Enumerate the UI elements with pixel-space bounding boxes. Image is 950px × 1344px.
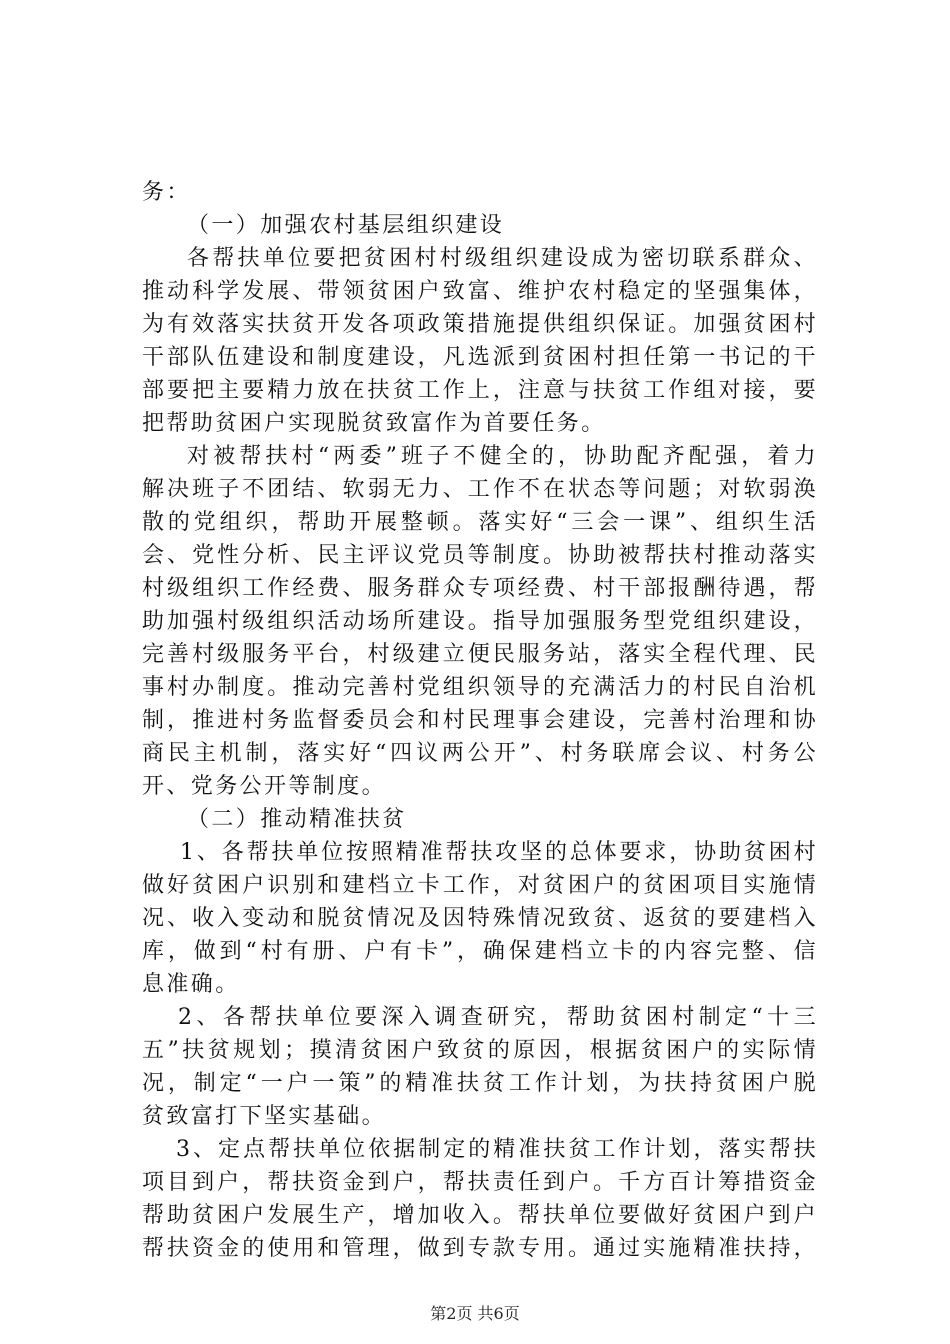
text-line: 干部队伍建设和制度建设，凡选派到贫困村担任第一书记的干: [142, 345, 818, 370]
text-line: 完善村级服务平台，村级建立便民服务站，落实全程代理、民: [142, 642, 818, 667]
document-body: [142, 176, 818, 1265]
text-line: 贫致富打下坚实基础。: [142, 1104, 387, 1129]
text-line: 村级组织工作经费、服务群众专项经费、村干部报酬待遇，帮: [142, 576, 818, 601]
text-line: 事村办制度。推动完善村党组织领导的充满活力的村民自治机: [142, 675, 818, 700]
text-line: 务：: [142, 180, 191, 205]
text-line: 推动科学发展、带领贫困户致富、维护农村稳定的坚强集体，: [142, 279, 818, 304]
text-line: 帮扶资金的使用和管理，做到专款专用。通过实施精准扶持，: [142, 1236, 818, 1261]
text-line: 各帮扶单位要把贫困村村级组织建设成为密切联系群众、: [187, 246, 818, 271]
text-line: 制，推进村务监督委员会和村民理事会建设，完善村治理和协: [142, 708, 818, 733]
text-line: 帮助贫困户发展生产，增加收入。帮扶单位要做好贫困户到户: [142, 1203, 818, 1228]
text-line: 解决班子不团结、软弱无力、工作不在状态等问题；对软弱涣: [142, 477, 818, 502]
section-heading: （一）加强农村基层组织建设: [187, 213, 505, 238]
text-line: 况，制定“一户一策”的精准扶贫工作计划，为扶持贫困户脱: [142, 1071, 818, 1096]
text-line: 项目到户，帮扶资金到户，帮扶责任到户。千方百计筹措资金: [142, 1170, 818, 1195]
page-footer: 第2页 共6页: [430, 1304, 520, 1323]
text-line: 2、各帮扶单位要深入调查研究，帮助贫困村制定“十三: [178, 1005, 818, 1030]
text-line: 为有效落实扶贫开发各项政策措施提供组织保证。加强贫困村: [142, 312, 818, 337]
section-heading: （二）推动精准扶贫: [187, 807, 407, 832]
text-line: 开、党务公开等制度。: [142, 774, 387, 799]
text-line: 会、党性分析、民主评议党员等制度。协助被帮扶村推动落实: [142, 543, 818, 568]
text-line: 况、收入变动和脱贫情况及因特殊情况致贫、返贫的要建档入: [142, 906, 818, 931]
text-line: 助加强村级组织活动场所建设。指导加强服务型党组织建设，: [142, 609, 818, 634]
text-line: 把帮助贫困户实现脱贫致富作为首要任务。: [142, 411, 606, 436]
text-line: 散的党组织，帮助开展整顿。落实好“三会一课”、组织生活: [142, 510, 818, 535]
text-line: 息准确。: [142, 972, 240, 997]
text-line: 3、定点帮扶单位依据制定的精准扶贫工作计划，落实帮扶: [176, 1137, 818, 1162]
text-line: 部要把主要精力放在扶贫工作上，注意与扶贫工作组对接，要: [142, 378, 818, 403]
text-line: 1、各帮扶单位按照精准帮扶攻坚的总体要求，协助贫困村: [180, 840, 818, 865]
text-line: 五”扶贫规划；摸清贫困户致贫的原因，根据贫困户的实际情: [142, 1038, 818, 1063]
text-line: 对被帮扶村“两委”班子不健全的，协助配齐配强，着力: [187, 444, 818, 469]
text-line: 库，做到“村有册、户有卡”，确保建档立卡的内容完整、信: [142, 939, 818, 964]
text-line: 商民主机制，落实好“四议两公开”、村务联席会议、村务公: [142, 741, 818, 766]
text-line: 做好贫困户识别和建档立卡工作，对贫困户的贫困项目实施情: [142, 873, 818, 898]
